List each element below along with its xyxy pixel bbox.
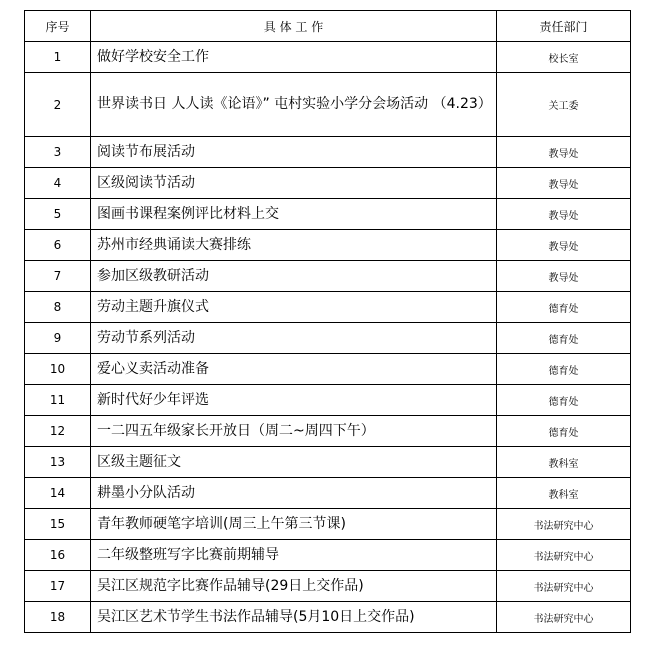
row-no: 12 [25,416,91,447]
row-no: 8 [25,292,91,323]
row-dept: 书法研究中心 [497,571,631,602]
table-row [25,323,631,354]
row-dept: 教科室 [497,447,631,478]
row-task: 参加区级教研活动 [91,261,497,292]
table-row [25,73,631,137]
row-task: 图画书课程案例评比材料上交 [91,199,497,230]
table-row [25,602,631,633]
row-task: 世界读书日 人人读《论语》” 屯村实验小学分会场活动 （4.23） [91,73,497,137]
row-dept: 教导处 [497,230,631,261]
row-task: 做好学校安全工作 [91,42,497,73]
row-no: 2 [25,73,91,137]
row-no: 15 [25,509,91,540]
row-dept: 校长室 [497,42,631,73]
table-row [25,261,631,292]
row-no: 6 [25,230,91,261]
table-row [25,230,631,261]
row-no: 14 [25,478,91,509]
row-task: 阅读节布展活动 [91,137,497,168]
row-no: 1 [25,42,91,73]
row-task: 吴江区规范字比赛作品辅导(29日上交作品) [91,571,497,602]
row-no: 10 [25,354,91,385]
row-no: 3 [25,137,91,168]
row-no: 13 [25,447,91,478]
row-task: 区级主题征文 [91,447,497,478]
row-task: 吴江区艺术节学生书法作品辅导(5月10日上交作品) [91,602,497,633]
table-row [25,447,631,478]
row-task: 新时代好少年评选 [91,385,497,416]
table-row [25,571,631,602]
table-row [25,478,631,509]
table-row [25,199,631,230]
row-task: 二年级整班写字比赛前期辅导 [91,540,497,571]
table-row [25,509,631,540]
table-row [25,42,631,73]
table-header-row [25,11,631,42]
row-dept: 关工委 [497,73,631,137]
row-dept: 德育处 [497,416,631,447]
table-row [25,540,631,571]
header-dept: 责任部门 [497,11,631,42]
header-no: 序号 [25,11,91,42]
row-dept: 教科室 [497,478,631,509]
row-no: 11 [25,385,91,416]
row-task: 一二四五年级家长开放日（周二~周四下午） [91,416,497,447]
row-no: 16 [25,540,91,571]
row-dept: 德育处 [497,323,631,354]
row-dept: 教导处 [497,137,631,168]
table-row [25,137,631,168]
table-row [25,292,631,323]
header-task: 具 体 工 作 [91,11,497,42]
row-dept: 德育处 [497,354,631,385]
row-dept: 教导处 [497,261,631,292]
table-row [25,385,631,416]
row-task: 青年教师硬笔字培训(周三上午第三节课) [91,509,497,540]
row-no: 9 [25,323,91,354]
row-dept: 书法研究中心 [497,540,631,571]
row-dept: 书法研究中心 [497,509,631,540]
row-no: 5 [25,199,91,230]
row-no: 4 [25,168,91,199]
row-task: 劳动主题升旗仪式 [91,292,497,323]
row-task: 耕墨小分队活动 [91,478,497,509]
row-task: 劳动节系列活动 [91,323,497,354]
row-no: 7 [25,261,91,292]
work-schedule-table [24,10,631,633]
row-dept: 德育处 [497,385,631,416]
row-no: 17 [25,571,91,602]
row-task: 苏州市经典诵读大赛排练 [91,230,497,261]
row-dept: 书法研究中心 [497,602,631,633]
row-task: 爱心义卖活动准备 [91,354,497,385]
table-row [25,354,631,385]
row-task: 区级阅读节活动 [91,168,497,199]
row-dept: 教导处 [497,199,631,230]
table-row [25,168,631,199]
row-dept: 德育处 [497,292,631,323]
table-row [25,416,631,447]
row-no: 18 [25,602,91,633]
row-dept: 教导处 [497,168,631,199]
